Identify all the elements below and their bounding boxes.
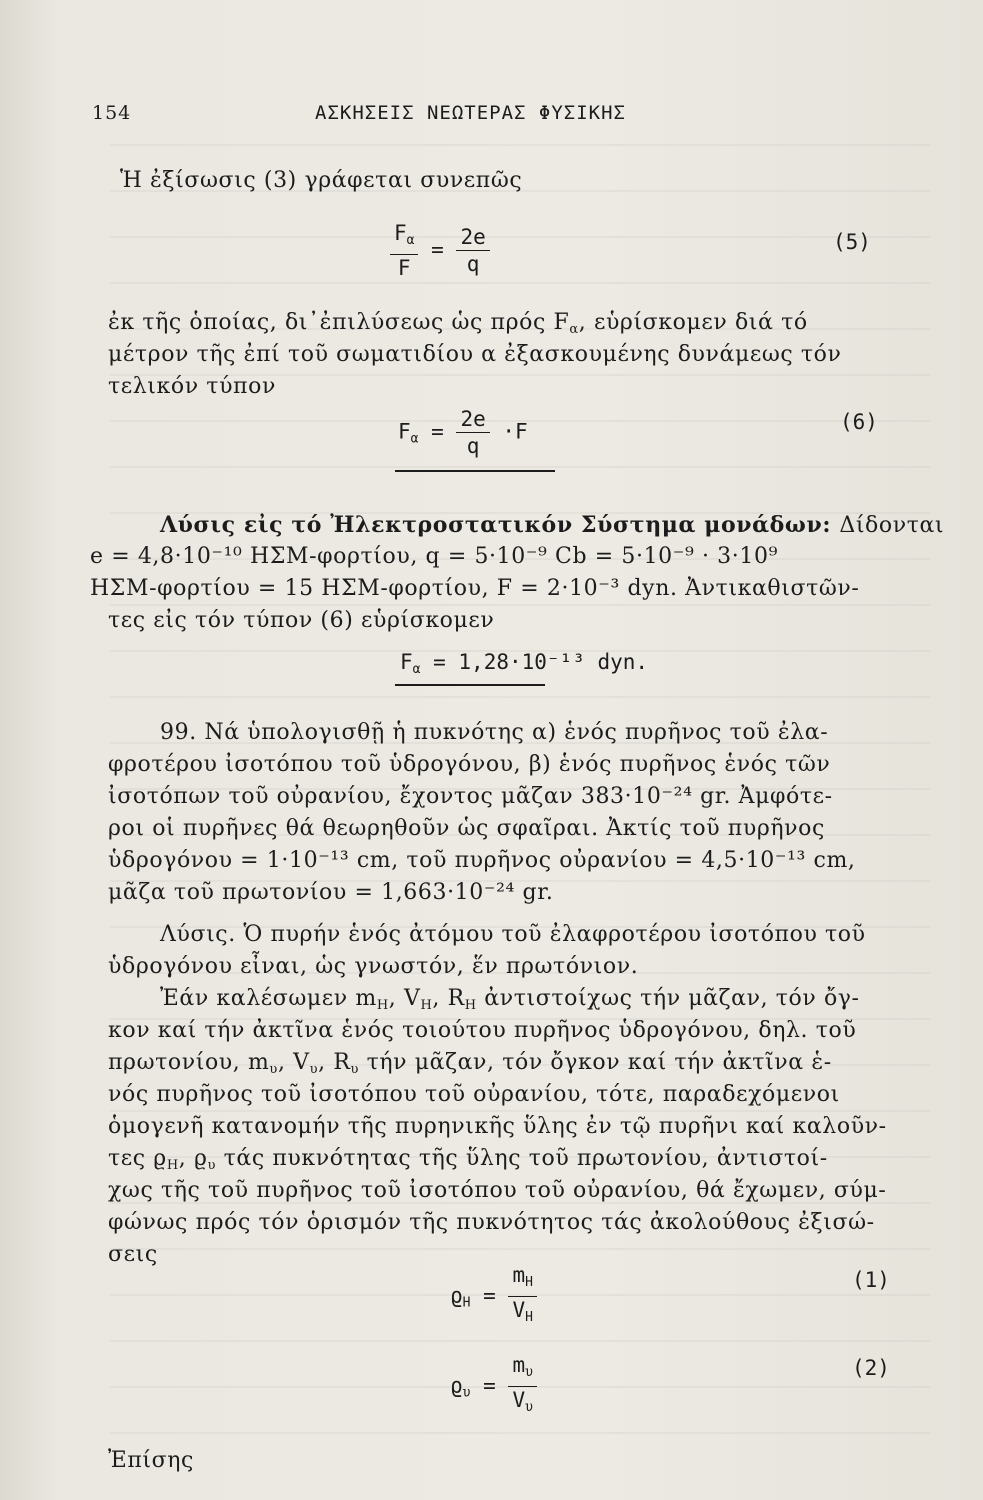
text-line: Λύσις. Ὁ πυρήν ἑνός ἀτόμου τοῦ ἐλαφροτέρου ἰσοτόπου τοῦ [160, 922, 866, 947]
problem-text: 99. Νά ὑπολογισθῇ ἡ πυκνότης α) ἑνός πυρῆνος τοῦ ἐλα- [160, 720, 829, 745]
result-force: $F_\alpha = 1,28\cdot 10^{-13}$ dyn. [400, 650, 649, 677]
page-number: 154 [92, 102, 132, 124]
text-line: φώνως πρός τόν ὁρισμόν τῆς πυκνότητος τάς ἀκολούθους ἐξισώ- [108, 1210, 875, 1235]
text-line: πρωτονίου, $m_\upsilon$, $V_\upsilon$, $R_\upsilon$ τήν μᾶζαν, τόν ὄγκον καί τήν ἀκτῖνα ἑ- [108, 1050, 832, 1077]
text-line: ΗΣΜ-φορτίου = 15 ΗΣΜ-φορτίου, F = 2·10⁻³ dyn. Ἀντικαθιστῶν- [90, 576, 860, 601]
text-line: σεις [108, 1242, 158, 1267]
text-line: μέτρον τῆς ἐπί τοῦ σωματιδίου α ἐξασκουμένης δυνάμεως τόν [108, 342, 842, 367]
text-line: τελικόν τύπον [108, 374, 276, 399]
text-line: τες $ϱ_H$, $ϱ_\upsilon$ τάς πυκνότητας τῆς ὕλης τοῦ πρωτονίου, ἀντιστοί- [108, 1146, 828, 1173]
text-line: τες εἰς τόν τύπον (6) εὑρίσκομεν [108, 608, 495, 633]
equation-label-2: (2) [852, 1356, 890, 1380]
text-line: νός πυρῆνος τοῦ ἰσοτόπου τοῦ οὐρανίου, τότε, παραδεχόμενοι [108, 1082, 840, 1107]
text-line: Ἐάν καλέσωμεν $m_H$, $V_H$, $R_H$ ἀντιστοίχως τήν μᾶζαν, τόν ὄγ- [160, 986, 860, 1013]
equation-1: $ϱ_H$ = $\frac{m_H}{V_H}$ [450, 1262, 537, 1331]
problem-text: ὑδρογόνου = 1·10⁻¹³ cm, τοῦ πυρῆνος οὐρανίου = 4,5·10⁻¹³ cm, [108, 848, 856, 873]
problem-text: μᾶζα τοῦ πρωτονίου = 1,663·10⁻²⁴ gr. [108, 880, 554, 905]
equation-label-1: (1) [852, 1268, 890, 1292]
equation-label-5: (5) [833, 230, 871, 254]
text-line: ὁμογενῆ κατανομήν τῆς πυρηνικῆς ὕλης ἐν τῷ πυρῆνι καί καλοῦν- [108, 1114, 887, 1139]
problem-text: ροι οἱ πυρῆνες θά θεωρηθοῦν ὡς σφαῖραι. Ἀκτίς τοῦ πυρῆνος [108, 816, 825, 841]
equation-2: $ϱ_\upsilon$ = $\frac{m_\upsilon}{V_\upsilon}$ [450, 1352, 537, 1421]
result-underline [395, 684, 545, 686]
problem-text: φροτέρου ἰσοτόπου τοῦ ὑδρογόνου, β) ἑνός πυρῆνος ἑνός τῶν [108, 752, 831, 777]
text-line: ὑδρογόνου εἶναι, ὡς γνωστόν, ἕν πρωτόνιον. [108, 954, 639, 979]
equation-5: $\frac{F_\alpha}{F}$ = $\frac{2e}{q}$ [390, 220, 490, 281]
running-title: ΑΣΚΗΣΕΙΣ ΝΕΩΤΕΡΑΣ ΦΥΣΙΚΗΣ [315, 102, 626, 124]
text-line: κον καί τήν ἀκτῖνα ἑνός τοιούτου πυρῆνος ὑδρογόνου, δηλ. τοῦ [108, 1018, 857, 1043]
problem-text: ἰσοτόπων τοῦ οὐρανίου, ἔχοντος μᾶζαν 383·10⁻²⁴ gr. Ἀμφότε- [108, 784, 833, 809]
text-line: χως τῆς τοῦ πυρῆνος τοῦ ἰσοτόπου τοῦ οὐρανίου, θά ἔχωμεν, σύμ- [108, 1178, 887, 1203]
solution-heading: Λύσις εἰς τό Ἠλεκτροστατικόν Σύστημα μονάδων: Δίδονται [160, 512, 945, 538]
equation-6: $F_\alpha$ = $\frac{2e}{q}$ ·F [398, 407, 528, 458]
text-line: e = 4,8·10⁻¹⁰ ΗΣΜ-φορτίου, q = 5·10⁻⁹ Cb = 5·10⁻⁹ · 3·10⁹ [90, 544, 778, 569]
equation-label-6: (6) [840, 410, 878, 434]
text-line: ἐκ τῆς ὁποίας, δι᾽ἐπιλύσεως ὡς πρός $F_\alpha$, εὑρίσκομεν διά τό [108, 310, 808, 337]
text-line: Ἡ ἐξίσωσις (3) γράφεται συνεπῶς [120, 168, 523, 193]
separator-rule [395, 470, 555, 472]
text-line: Ἐπίσης [108, 1448, 194, 1473]
